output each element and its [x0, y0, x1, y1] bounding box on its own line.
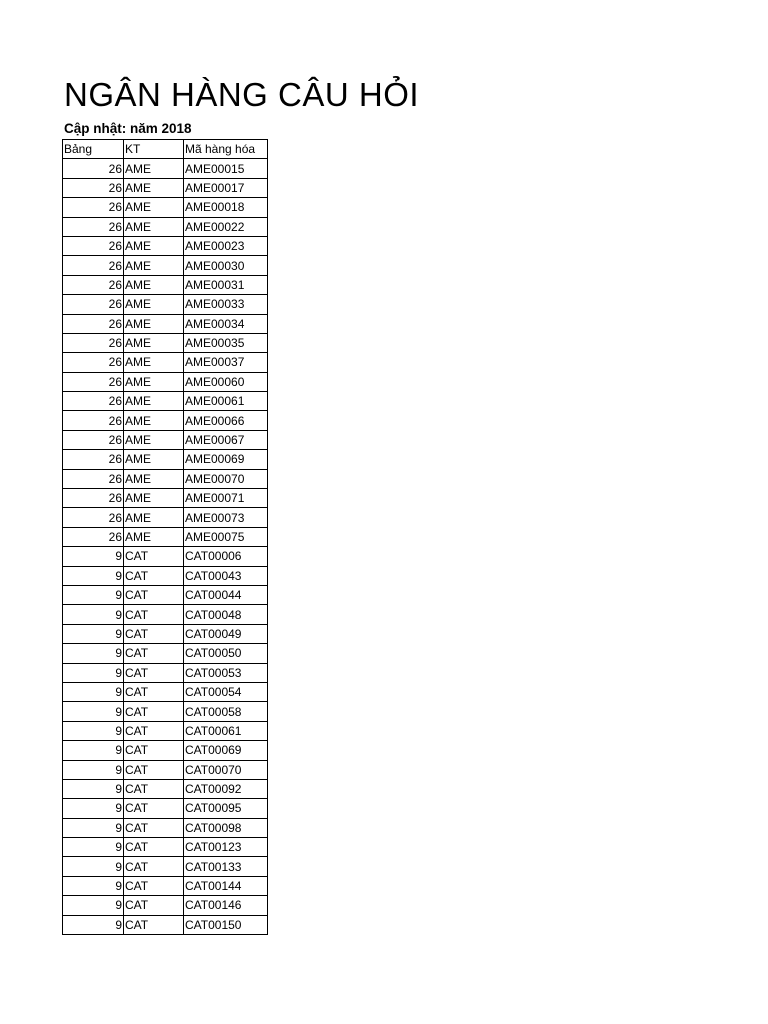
header-kt: KT	[124, 140, 184, 159]
table-row	[63, 818, 268, 837]
table-row	[63, 605, 268, 624]
goods-code-cell: AME00060	[184, 372, 268, 391]
goods-code-cell: CAT00070	[184, 760, 268, 779]
table-number-cell: 9	[63, 702, 124, 721]
table-number-cell: 9	[63, 779, 124, 798]
goods-code-cell: CAT00053	[184, 663, 268, 682]
goods-code-cell: AME00033	[184, 295, 268, 314]
table-number-cell: 26	[63, 508, 124, 527]
table-number-cell: 9	[63, 818, 124, 837]
table-number-cell: 26	[63, 353, 124, 372]
kt-cell: AME	[124, 236, 184, 255]
table-number-cell: 26	[63, 489, 124, 508]
goods-code-cell: AME00071	[184, 489, 268, 508]
table-row	[63, 663, 268, 682]
table-number-cell: 9	[63, 605, 124, 624]
kt-cell: AME	[124, 275, 184, 294]
table-row	[63, 566, 268, 585]
kt-cell: AME	[124, 469, 184, 488]
table-number-cell: 26	[63, 469, 124, 488]
table-number-cell: 9	[63, 857, 124, 876]
table-number-cell: 26	[63, 198, 124, 217]
goods-code-cell: AME00031	[184, 275, 268, 294]
kt-cell: AME	[124, 198, 184, 217]
table-row	[63, 353, 268, 372]
kt-cell: AME	[124, 372, 184, 391]
table-row	[63, 644, 268, 663]
goods-code-cell: CAT00006	[184, 547, 268, 566]
table-row	[63, 508, 268, 527]
kt-cell: CAT	[124, 799, 184, 818]
table-number-cell: 9	[63, 876, 124, 895]
kt-cell: CAT	[124, 721, 184, 740]
goods-code-cell: CAT00146	[184, 896, 268, 915]
header-goods-code: Mã hàng hóa	[184, 140, 268, 159]
kt-cell: CAT	[124, 876, 184, 895]
update-subtitle: Cập nhật: năm 2018	[64, 121, 192, 136]
goods-code-cell: CAT00058	[184, 702, 268, 721]
kt-cell: AME	[124, 392, 184, 411]
goods-code-cell: CAT00150	[184, 915, 268, 934]
kt-cell: AME	[124, 353, 184, 372]
document-title: NGÂN HÀNG CÂU HỎI	[64, 76, 420, 113]
kt-cell: AME	[124, 411, 184, 430]
table-number-cell: 9	[63, 915, 124, 934]
table-number-cell: 9	[63, 682, 124, 701]
table-row	[63, 411, 268, 430]
kt-cell: CAT	[124, 702, 184, 721]
table-row	[63, 236, 268, 255]
goods-code-cell: AME00073	[184, 508, 268, 527]
kt-cell: AME	[124, 178, 184, 197]
table-number-cell: 26	[63, 333, 124, 352]
table-row	[63, 915, 268, 934]
table-number-cell: 9	[63, 644, 124, 663]
goods-code-cell: AME00066	[184, 411, 268, 430]
goods-code-cell: AME00030	[184, 256, 268, 275]
table-number-cell: 26	[63, 450, 124, 469]
table-number-cell: 26	[63, 411, 124, 430]
goods-code-cell: CAT00048	[184, 605, 268, 624]
goods-code-cell: AME00023	[184, 236, 268, 255]
goods-code-cell: AME00015	[184, 159, 268, 178]
goods-code-cell: CAT00123	[184, 838, 268, 857]
goods-code-cell: CAT00133	[184, 857, 268, 876]
table-header-row	[63, 140, 268, 159]
table-number-cell: 26	[63, 217, 124, 236]
table-number-cell: 9	[63, 624, 124, 643]
table-row	[63, 527, 268, 546]
kt-cell: CAT	[124, 818, 184, 837]
kt-cell: CAT	[124, 566, 184, 585]
table-row	[63, 333, 268, 352]
kt-cell: AME	[124, 450, 184, 469]
table-number-cell: 26	[63, 430, 124, 449]
kt-cell: AME	[124, 430, 184, 449]
goods-code-cell: AME00035	[184, 333, 268, 352]
table-row	[63, 275, 268, 294]
kt-cell: CAT	[124, 741, 184, 760]
table-number-cell: 9	[63, 663, 124, 682]
goods-code-cell: AME00070	[184, 469, 268, 488]
goods-code-cell: AME00034	[184, 314, 268, 333]
table-number-cell: 26	[63, 178, 124, 197]
goods-code-cell: CAT00049	[184, 624, 268, 643]
kt-cell: CAT	[124, 857, 184, 876]
table-row	[63, 159, 268, 178]
table-number-cell: 9	[63, 566, 124, 585]
table-number-cell: 26	[63, 372, 124, 391]
kt-cell: CAT	[124, 547, 184, 566]
goods-code-cell: CAT00044	[184, 585, 268, 604]
goods-code-cell: AME00069	[184, 450, 268, 469]
goods-code-cell: AME00061	[184, 392, 268, 411]
table-row	[63, 585, 268, 604]
table-row	[63, 547, 268, 566]
goods-code-cell: AME00037	[184, 353, 268, 372]
kt-cell: AME	[124, 314, 184, 333]
table-row	[63, 469, 268, 488]
table-row	[63, 741, 268, 760]
table-row	[63, 624, 268, 643]
table-number-cell: 9	[63, 838, 124, 857]
table-row	[63, 489, 268, 508]
kt-cell: CAT	[124, 760, 184, 779]
kt-cell: AME	[124, 256, 184, 275]
kt-cell: CAT	[124, 585, 184, 604]
table-number-cell: 9	[63, 547, 124, 566]
kt-cell: CAT	[124, 896, 184, 915]
kt-cell: AME	[124, 489, 184, 508]
kt-cell: CAT	[124, 663, 184, 682]
table-row	[63, 760, 268, 779]
kt-cell: CAT	[124, 838, 184, 857]
kt-cell: CAT	[124, 682, 184, 701]
table-number-cell: 9	[63, 741, 124, 760]
table-row	[63, 721, 268, 740]
table-number-cell: 26	[63, 314, 124, 333]
goods-code-cell: AME00022	[184, 217, 268, 236]
goods-code-cell: AME00017	[184, 178, 268, 197]
kt-cell: AME	[124, 527, 184, 546]
table-row	[63, 256, 268, 275]
table-number-cell: 26	[63, 295, 124, 314]
table-row	[63, 857, 268, 876]
table-row	[63, 702, 268, 721]
goods-code-table	[62, 139, 268, 935]
table-row	[63, 217, 268, 236]
goods-code-cell: CAT00069	[184, 741, 268, 760]
table-row	[63, 372, 268, 391]
table-row	[63, 198, 268, 217]
kt-cell: AME	[124, 217, 184, 236]
table-number-cell: 26	[63, 256, 124, 275]
table-number-cell: 9	[63, 799, 124, 818]
goods-code-cell: AME00067	[184, 430, 268, 449]
goods-code-cell: CAT00092	[184, 779, 268, 798]
table-row	[63, 450, 268, 469]
table-number-cell: 9	[63, 585, 124, 604]
table-number-cell: 26	[63, 275, 124, 294]
table-row	[63, 799, 268, 818]
kt-cell: CAT	[124, 624, 184, 643]
table-number-cell: 9	[63, 721, 124, 740]
kt-cell: CAT	[124, 915, 184, 934]
table-body	[63, 159, 268, 935]
goods-code-cell: CAT00098	[184, 818, 268, 837]
goods-code-cell: CAT00043	[184, 566, 268, 585]
table-row	[63, 876, 268, 895]
goods-code-cell: AME00075	[184, 527, 268, 546]
header-table-number: Bảng	[63, 140, 124, 159]
table-row	[63, 314, 268, 333]
table-row	[63, 896, 268, 915]
kt-cell: AME	[124, 508, 184, 527]
goods-code-cell: CAT00050	[184, 644, 268, 663]
goods-code-cell: CAT00061	[184, 721, 268, 740]
goods-code-cell: CAT00054	[184, 682, 268, 701]
table-row	[63, 178, 268, 197]
table-row	[63, 392, 268, 411]
table-number-cell: 26	[63, 159, 124, 178]
goods-code-cell: CAT00144	[184, 876, 268, 895]
table-row	[63, 295, 268, 314]
kt-cell: AME	[124, 333, 184, 352]
kt-cell: AME	[124, 295, 184, 314]
table-number-cell: 9	[63, 896, 124, 915]
table-number-cell: 26	[63, 527, 124, 546]
goods-code-cell: AME00018	[184, 198, 268, 217]
table-row	[63, 430, 268, 449]
kt-cell: AME	[124, 159, 184, 178]
table-row	[63, 682, 268, 701]
table-row	[63, 838, 268, 857]
goods-code-cell: CAT00095	[184, 799, 268, 818]
table-number-cell: 26	[63, 392, 124, 411]
table-row	[63, 779, 268, 798]
kt-cell: CAT	[124, 644, 184, 663]
table-number-cell: 26	[63, 236, 124, 255]
table-number-cell: 9	[63, 760, 124, 779]
kt-cell: CAT	[124, 605, 184, 624]
title-container	[64, 72, 420, 122]
kt-cell: CAT	[124, 779, 184, 798]
